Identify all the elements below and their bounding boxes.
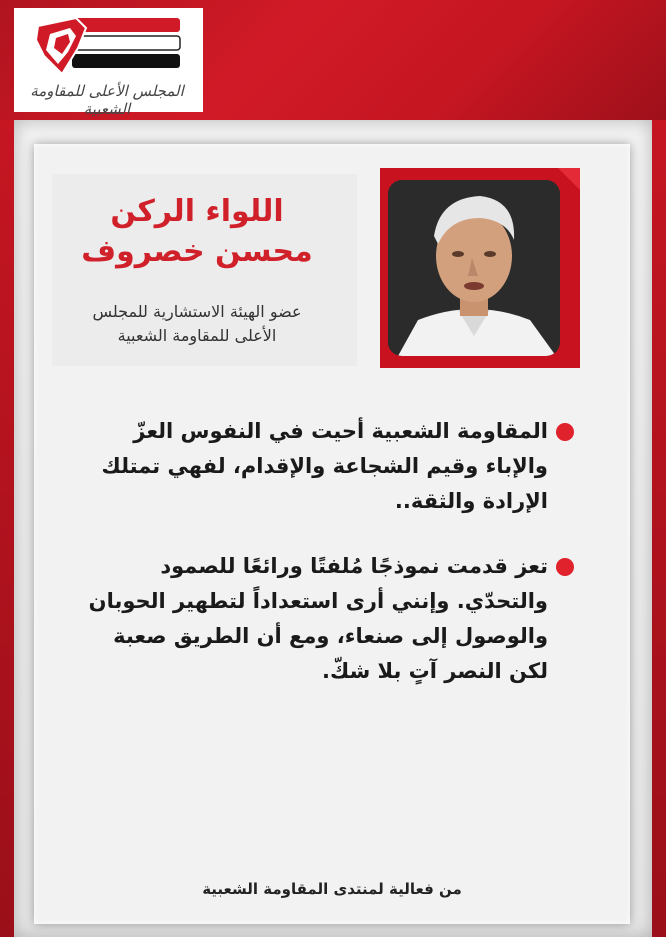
right-border-band bbox=[652, 120, 666, 937]
role-line-1: عضو الهيئة الاستشارية للمجلس bbox=[92, 302, 302, 321]
quote-item-1 bbox=[74, 414, 574, 519]
quote-card bbox=[34, 144, 630, 924]
frame-corner-accent bbox=[558, 168, 580, 190]
quote-item-2 bbox=[74, 549, 574, 689]
portrait-photo bbox=[388, 180, 560, 356]
eagle-flag-icon bbox=[32, 12, 182, 82]
person-name: محسن خصروف bbox=[81, 234, 313, 269]
content-frame bbox=[14, 120, 652, 937]
quotes-list bbox=[74, 414, 574, 719]
portrait-frame bbox=[380, 168, 580, 368]
name-panel bbox=[52, 174, 357, 366]
logo-text: المجلس الأعلى للمقاومة الشعبية bbox=[30, 82, 184, 118]
role-line-2: الأعلى للمقاومة الشعبية bbox=[117, 326, 277, 345]
footer-note: من فعالية لمنتدى المقاومة الشعبية bbox=[202, 880, 462, 898]
bullet-dot-icon bbox=[556, 558, 574, 576]
quote-text-2: تعز قدمت نموذجًا مُلفتًا ورائعًا للصمود والتحدّي. وإنني أرى استعداداً لتطهير الحوبان والوصول إلى صنعاء، ومع أن الطريق صعبة لكن النصر آتٍ بلا شكّ. bbox=[88, 554, 548, 683]
bullet-dot-icon bbox=[556, 423, 574, 441]
quote-text-1: المقاومة الشعبية أحيت في النفوس العزّ والإباء وقيم الشجاعة والإقدام، لفهي تمتلك الإرادة والثقة.. bbox=[101, 419, 548, 513]
portrait-illustration bbox=[388, 180, 560, 356]
left-border-band bbox=[0, 120, 14, 937]
rank-title: اللواء الركن bbox=[110, 194, 284, 229]
logo bbox=[14, 8, 203, 118]
